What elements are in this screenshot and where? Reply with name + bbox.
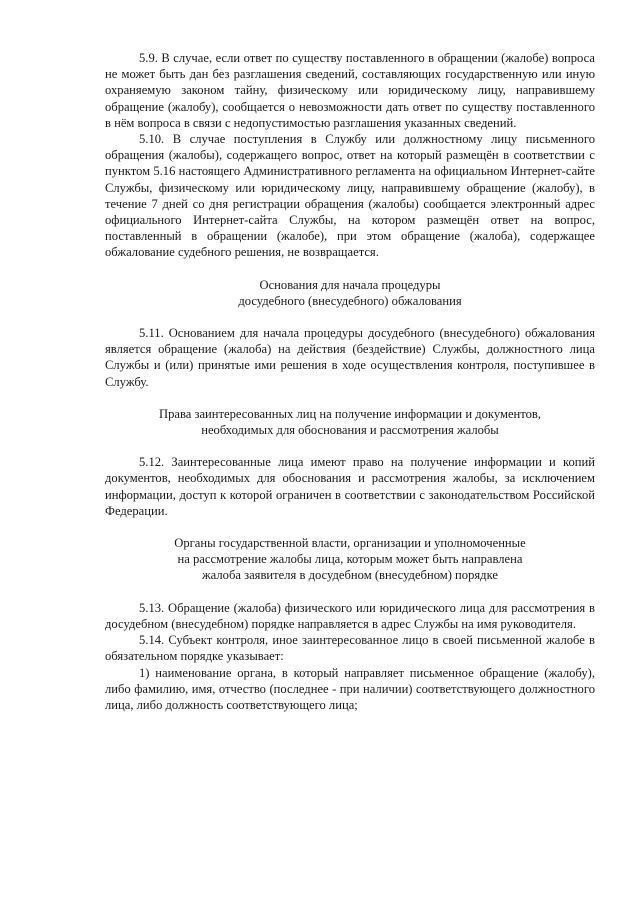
paragraph-5-9: 5.9. В случае, если ответ по существу поставленного в обращении (жалобе) вопроса не может быть дан без разглашения сведений, составляющих государственную или иную охраняемую законом тайну, физическому или юридическому лицу, направившему обращение (жалобу), сообщается о невозможности дать ответ по существу поставленного в нём вопроса в связи с недопустимостью разглашения указанных сведений. <box>105 51 595 130</box>
paragraph-5-13: 5.13. Обращение (жалоба) физического или юридического лица для рассмотрения в досудебном (внесудебном) порядке направляется в адрес Службы на имя руководителя. <box>105 600 595 631</box>
heading-line: на рассмотрение жалобы лица, которым может быть направлена <box>177 552 523 567</box>
heading-line: жалоба заявителя в досудебном (внесудебном) порядке <box>201 568 498 583</box>
heading-line: досудебного (внесудебного) обжалования <box>238 293 462 308</box>
paragraph-5-11: 5.11. Основанием для начала процедуры досудебного (внесудебного) обжалования является обращение (жалоба) на действия (бездействие) Службы, должностного лица Службы и (или) принятые ими решения в ходе осуществления контроля, поступившее в Службу. <box>105 326 595 389</box>
section-heading-grounds <box>105 277 595 309</box>
paragraph-5-10: 5.10. В случае поступления в Службу или должностному лицу письменного обращения (жалобы), содержащего вопрос, ответ на который размещён в соответствии с пунктом 5.16 настоящего Административного регламента на официальном Интернет-сайте Службы, физическому или юридическому лицу, направившему обращение (жалобу), в течение 7 дней со дня регистрации обращения (жалобы) сообщается электронный адрес официального Интернет-сайта Службы, на котором размещён ответ на вопрос, поставленный в обращении (жалобе), при этом обращение (жалоба), содержащее обжалование судебного решения, не возвращается. <box>105 132 595 260</box>
document-body <box>105 50 595 713</box>
heading-line: необходимых для обоснования и рассмотрения жалобы <box>201 423 499 438</box>
section-heading-authorities <box>105 535 595 584</box>
heading-line: Основания для начала процедуры <box>259 277 441 292</box>
heading-line: Права заинтересованных лиц на получение информации и документов, <box>158 406 542 421</box>
paragraph-5-12: 5.12. Заинтересованные лица имеют право на получение информации и копий документов, необходимых для обоснования и рассмотрения жалобы, за исключением информации, доступ к которой ограничен в соответствии с законодательством Российской Федерации. <box>105 455 595 518</box>
paragraph-5-14: 5.14. Субъект контроля, иное заинтересованное лицо в своей письменной жалобе в обязательном порядке указывает: <box>105 633 595 664</box>
paragraph-5-14-item-1: 1) наименование органа, в который направляет письменное обращение (жалобу), либо фамилию, имя, отчество (последнее - при наличии) соответствующего должностного лица, либо должность соответствующего лица; <box>105 665 595 712</box>
section-heading-rights <box>105 406 595 438</box>
heading-line: Органы государственной власти, организации и уполномоченные <box>174 536 526 551</box>
